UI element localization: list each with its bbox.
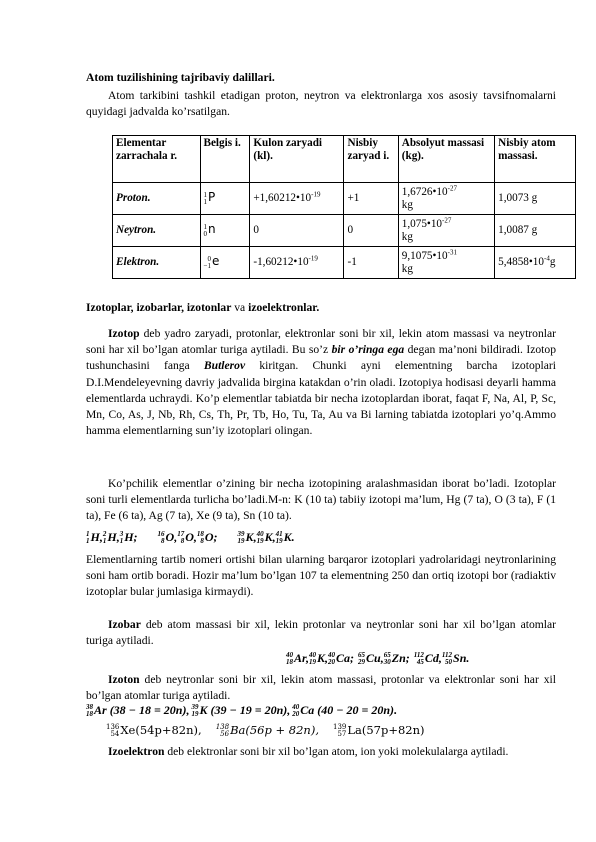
- element-symbol: Cu: [366, 651, 381, 665]
- particle-name: Elektron.: [113, 247, 201, 279]
- page-title: Atom tuzilishining tajribaviy dalillari.: [86, 71, 275, 84]
- mass-number: 1: [86, 530, 90, 539]
- mass-number: 2: [102, 530, 107, 539]
- particle-name: Neytron.: [113, 215, 201, 247]
- mass-number: 40: [286, 651, 293, 660]
- element-symbol: K: [245, 530, 254, 544]
- atomic-number: 8: [200, 537, 204, 546]
- table-row: [113, 247, 576, 279]
- particle-symbol: 0 −1 e: [200, 247, 250, 279]
- isoton-examples-nuclear: [106, 723, 576, 738]
- nuclide-expression: (40 − 20 = 20n): [314, 703, 395, 717]
- mass-number: 17: [177, 530, 185, 539]
- element-symbol: O: [204, 530, 214, 544]
- element-symbol: O: [165, 530, 175, 544]
- izobar-paragraph: Izobar deb atom massasi bir xil, lekin protonlar va neytronlar soni har xil bo’lgan atomlar turiga aytiladi.: [86, 618, 556, 648]
- atomic-number: 45: [416, 658, 424, 667]
- mass-number: 38: [86, 703, 93, 712]
- element-symbol: Xe: [120, 723, 136, 737]
- mass-number: 40: [292, 703, 300, 712]
- nuclide: [358, 651, 384, 666]
- nuclide: [216, 723, 319, 738]
- nuclide: [191, 703, 290, 718]
- mass-number: 39: [237, 530, 245, 539]
- mass-number: 3: [119, 530, 124, 539]
- izotop-paragraph: Izotop deb yadro zaryadi, protonlar, elektronlar soni bir xil, lekin atom massasi va neytronlar soni har xil bo’lgan atomlar turiga aytiladi. Bu so’z bir o’ringa ega degan ma’noni bildiradi. Izotop tushunchasini fanga Butlerov kiritgan. Chunki ayni elementning barcha izotoplari D.I.Mendeleyevning davriy jadvalida birgina katakdan o’rin oladi. Izotopiya hodisasi deyarli hamma elementlarda uchraydi. Ko’p elementlar tabiatda bir necha izotoplardan iborat, faqat F, Na, Al, P, Sc, Mn, Co, As, J, Nb, Rh, Cs, Th, Pr, Tb, Ho, Tu, Ta, Au va Bi larning tabiatda izotoplari yo’q.Ammo hamma elementlarning sun’iy izotoplari olingan.: [86, 327, 556, 438]
- separator: ;: [133, 530, 138, 544]
- nuclide-expression: (57p+82n): [361, 723, 425, 737]
- element-symbol: Ca: [300, 703, 315, 717]
- atomic-number: 1: [86, 537, 90, 546]
- separator: .: [466, 651, 470, 665]
- nuclide: [158, 530, 178, 545]
- relative-charge: +1: [344, 183, 398, 215]
- atomic-number: 18: [286, 658, 293, 667]
- separator: .: [291, 530, 295, 544]
- coulomb-charge: $-1,60212•10^{-19}$: [250, 247, 344, 279]
- nuclide: [286, 651, 309, 666]
- nuclide: [414, 651, 442, 666]
- element-symbol: Cd: [424, 651, 439, 665]
- atomic-number: 50: [445, 658, 453, 667]
- table-header: Nisbiy atom massasi.: [495, 136, 576, 183]
- particle-symbol: 1 1 P: [200, 183, 250, 215]
- atomic-number: 19: [237, 537, 245, 546]
- atomic-number: 8: [161, 537, 165, 546]
- element-symbol: K: [283, 530, 292, 544]
- element-symbol: K: [264, 530, 273, 544]
- element-symbol: Ar: [94, 703, 107, 717]
- separator: ,: [174, 530, 178, 544]
- separator: ,: [287, 703, 291, 717]
- atomic-number: 19: [256, 537, 264, 546]
- element-symbol: Ar: [294, 651, 307, 665]
- particle-name: Proton.: [113, 183, 201, 215]
- separator: ;: [350, 651, 355, 665]
- element-symbol: La: [347, 723, 362, 737]
- separator: ,: [193, 530, 197, 544]
- nuclide-expression: (56p + 82n),: [245, 723, 319, 737]
- element-symbol: K: [317, 651, 326, 665]
- table-header-row: [113, 136, 576, 183]
- nuclide: [106, 723, 202, 738]
- relative-mass: 1,0087 g: [495, 215, 576, 247]
- mass-number: 139: [333, 723, 347, 731]
- table-row: [113, 183, 576, 215]
- separator: ;: [405, 651, 410, 665]
- mass-number: 65: [358, 651, 366, 660]
- mass-number: 41: [275, 530, 283, 539]
- relative-charge: 0: [344, 215, 398, 247]
- mass-number: 39: [191, 703, 199, 712]
- mass-number: 18: [196, 530, 204, 539]
- separator: ,: [380, 651, 384, 665]
- atomic-number: 29: [358, 658, 366, 667]
- mass-number: 136: [106, 723, 120, 731]
- izoton-paragraph: Izoton deb neytronlar soni bir xil, lekin atom massasi, protonlar va elektronlar soni har xil bo’lgan atomlar turiga aytiladi.: [86, 673, 556, 703]
- mass-number: 112: [413, 651, 424, 660]
- mass-number: 65: [383, 651, 391, 660]
- separator: .: [394, 703, 398, 717]
- absolute-mass: $1,6726•10^{-27}$ kg: [398, 183, 494, 215]
- atomic-number: 54: [110, 730, 120, 738]
- atomic-number: 19: [275, 537, 283, 546]
- atomic-number: 19: [309, 658, 317, 667]
- relative-mass: $5,4858•10^{-4}g$: [495, 247, 576, 279]
- nuclide-expression: (39 − 19 = 20n): [207, 703, 288, 717]
- element-symbol: Sn: [453, 651, 467, 665]
- atomic-number: 18: [86, 710, 93, 719]
- nuclide: [103, 530, 120, 545]
- mass-number: 40: [328, 651, 336, 660]
- nuclide-expression: (38 − 18 = 20n): [106, 703, 187, 717]
- nuclide: [120, 530, 138, 545]
- table-header: Elementar zarrachala r.: [113, 136, 201, 183]
- atomic-number: 57: [337, 730, 347, 738]
- atomic-number: 8: [180, 537, 185, 546]
- atomic-number: 20: [292, 710, 300, 719]
- separator: ,: [272, 530, 276, 544]
- absolute-mass: $1,075•10^{-27}$ kg: [398, 215, 494, 247]
- mass-number: 16: [157, 530, 165, 539]
- nuclide: [257, 530, 276, 545]
- intro-paragraph: Atom tarkibini tashkil etadigan proton, neytron va elektronlarga xos asosiy tavsifnomalarni quyidagi jadvalda ko’rsatilgan.: [86, 89, 556, 119]
- separator: ,: [116, 530, 120, 544]
- nuclide: [86, 703, 189, 718]
- element-symbol: O: [185, 530, 194, 544]
- coulomb-charge: 0: [250, 215, 344, 247]
- nuclide: [276, 530, 295, 545]
- separator: ,: [438, 651, 442, 665]
- table-header: Nisbiy zaryad i.: [344, 136, 398, 183]
- mass-number: 40: [309, 651, 317, 660]
- separator: ,: [253, 530, 257, 544]
- atomic-number: 56: [220, 730, 230, 738]
- isobar-examples: [286, 651, 469, 666]
- relative-mass: 1,0073 g: [495, 183, 576, 215]
- isotope-examples: [86, 530, 556, 545]
- nuclide-expression: (54p+82n),: [135, 723, 202, 737]
- element-symbol: H: [124, 530, 134, 544]
- particle-symbol: 1 0 n: [200, 215, 250, 247]
- nuclide: [333, 723, 425, 738]
- isotope-count-paragraph: Ko’pchilik elementlar o’zining bir necha izotopining aralashmasidan iborat bo’ladi. Izotoplar soni turli elementlarda turlicha bo’ladi.M-n: K (10 ta) tabiiy izotopi ma’lum, Hg (7 ta), O (3 ta), F (1 ta), Fe (6 ta), Ag (7 ta), Xe (9 ta), Sn (10 ta).: [86, 477, 556, 523]
- absolute-mass: $9,1075•10^{-31}$ kg: [398, 247, 494, 279]
- table-header: Belgis i.: [200, 136, 250, 183]
- section-title: Izotoplar, izobarlar, izotonlar va izoelektronlar.: [86, 301, 320, 314]
- element-symbol: Ba: [230, 723, 246, 737]
- mass-number: 112: [441, 651, 453, 660]
- coulomb-charge: $+1,60212•10^{-19}$: [250, 183, 344, 215]
- table-row: [113, 215, 576, 247]
- table-header: Kulon zaryadi (kl).: [250, 136, 344, 183]
- separator: ,: [325, 651, 329, 665]
- izoelektron-paragraph: Izoelektron deb elektronlar soni bir xil bo’lgan atom, ion yoki molekulalarga aytiladi.: [108, 745, 509, 758]
- element-symbol: K: [199, 703, 208, 717]
- separator: ,: [99, 530, 103, 544]
- separator: ;: [213, 530, 218, 544]
- element-symbol: Ca: [336, 651, 351, 665]
- mass-number: 138: [215, 723, 230, 731]
- atomic-number: 19: [191, 710, 199, 719]
- isoton-examples: [86, 703, 556, 718]
- nuclide: [442, 651, 469, 666]
- element-symbol: H: [107, 530, 117, 544]
- nuclide: [328, 651, 354, 666]
- table-header: Absolyut massasi (kg).: [398, 136, 494, 183]
- nuclide: [86, 530, 103, 545]
- atomic-number: 30: [383, 658, 391, 667]
- element-symbol: Zn: [391, 651, 406, 665]
- nuclide: [197, 530, 218, 545]
- element-symbol: H: [90, 530, 100, 544]
- particles-table: [112, 135, 576, 279]
- nuclide: [292, 703, 397, 718]
- atomic-number: 20: [328, 658, 336, 667]
- nuclide: [238, 530, 257, 545]
- separator: ,: [306, 651, 310, 665]
- nuclide: [309, 651, 328, 666]
- nuclide: [384, 651, 410, 666]
- atomic-number: 1: [102, 537, 107, 546]
- nuclide: [177, 530, 197, 545]
- separator: ,: [186, 703, 190, 717]
- mass-number: 40: [256, 530, 264, 539]
- relative-charge: -1: [344, 247, 398, 279]
- atomic-number: 1: [119, 537, 124, 546]
- stable-isotopes-paragraph: Elementlarning tartib nomeri ortishi bilan ularning barqaror izotoplari yadrolaridagi neytronlarining soni ham ortib boradi. Hozir ma’lum bo’lgan 107 ta elementning 250 dan ortiq izotopi bor (radiaktiv izotoplar bular jumlasiga kirmaydi).: [86, 553, 556, 599]
